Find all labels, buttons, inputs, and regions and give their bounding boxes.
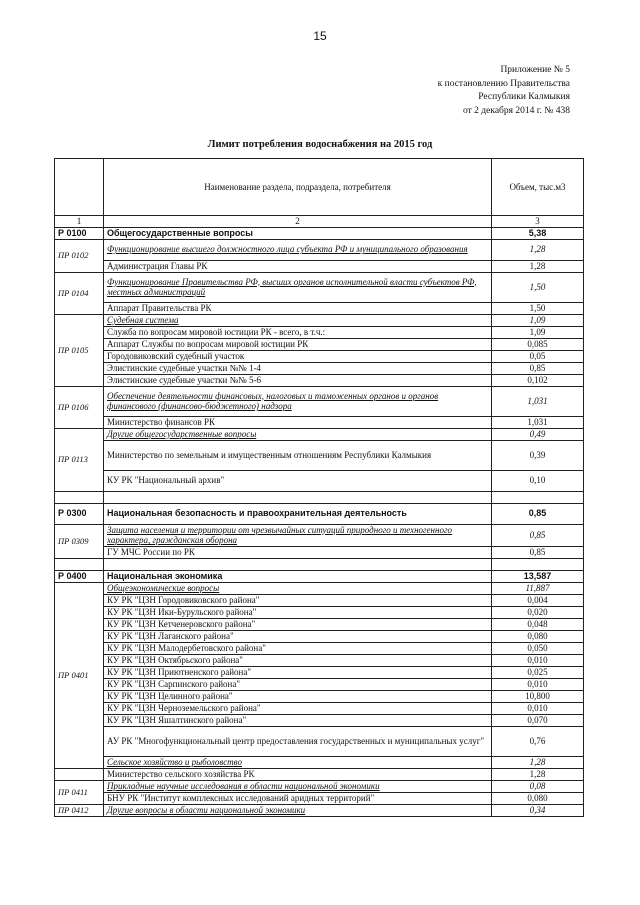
header-code-cell <box>55 159 104 216</box>
blank-cell <box>492 491 584 503</box>
row-value: 0,080 <box>492 792 584 804</box>
row-value: 1,031 <box>492 416 584 428</box>
row-name: КУ РК "ЦЗН Яшалтинского района" <box>104 714 492 726</box>
row-value: 0,76 <box>492 726 584 756</box>
row-name: Прикладные научные исследования в области национальной экономики <box>104 780 492 792</box>
row-value: 5,38 <box>492 227 584 239</box>
row-value: 0,080 <box>492 630 584 642</box>
row-name: Министерство финансов РК <box>104 416 492 428</box>
row-value: 0,10 <box>492 470 584 491</box>
table-row <box>55 524 584 546</box>
table-row <box>55 503 584 524</box>
table-row <box>55 714 584 726</box>
appendix-line-3: Республики Калмыкия <box>478 92 570 103</box>
document-title: Лимит потребления водоснабжения на 2015 год <box>207 139 433 150</box>
appendix-line-4: от 2 декабря 2014 г. № 438 <box>463 105 570 116</box>
row-value: 0,025 <box>492 666 584 678</box>
page-number: 15 <box>313 29 327 43</box>
blank-cell <box>104 558 492 570</box>
row-name: КУ РК "ЦЗН Приютненского района" <box>104 666 492 678</box>
table-row <box>55 768 584 780</box>
row-value: 0,85 <box>492 503 584 524</box>
row-value: 10,800 <box>492 690 584 702</box>
table-row <box>55 642 584 654</box>
row-name: КУ РК "ЦЗН Городовиковского района" <box>104 594 492 606</box>
blank-cell <box>492 558 584 570</box>
row-value: 0,085 <box>492 338 584 350</box>
row-value: 1,28 <box>492 239 584 260</box>
table-row <box>55 756 584 768</box>
table-row <box>55 314 584 326</box>
row-name: КУ РК "ЦЗН Ики-Бурульского района" <box>104 606 492 618</box>
table-row <box>55 690 584 702</box>
row-code: ПР 0102 <box>55 239 104 272</box>
column-number-1: 1 <box>55 216 104 228</box>
row-name: КУ РК "ЦЗН Целинного района" <box>104 690 492 702</box>
table-row <box>55 780 584 792</box>
table-header-row <box>55 159 584 216</box>
row-value: 0,010 <box>492 702 584 714</box>
row-name: Министерство по земельным и имущественным отношениям Республики Калмыкия <box>104 440 492 470</box>
table-row <box>55 362 584 374</box>
row-value: 0,34 <box>492 804 584 816</box>
row-name: КУ РК "ЦЗН Сарпинского района" <box>104 678 492 690</box>
row-value: 0,85 <box>492 362 584 374</box>
row-code: ПР 0113 <box>55 428 104 491</box>
row-value: 0,010 <box>492 654 584 666</box>
table-row <box>55 260 584 272</box>
table-row <box>55 302 584 314</box>
row-value: 0,39 <box>492 440 584 470</box>
row-value: 1,09 <box>492 326 584 338</box>
row-name: Судебная система <box>104 314 492 326</box>
table-row <box>55 678 584 690</box>
blank-cell <box>55 491 104 503</box>
row-name: КУ РК "ЦЗН Кетченеровского района" <box>104 618 492 630</box>
row-value: 1,50 <box>492 272 584 302</box>
table-row <box>55 582 584 594</box>
row-value: 1,28 <box>492 768 584 780</box>
column-number-3: 3 <box>492 216 584 228</box>
row-name: КУ РК "Национальный архив" <box>104 470 492 491</box>
row-code: Р 0400 <box>55 570 104 582</box>
row-value: 0,048 <box>492 618 584 630</box>
row-value: 1,28 <box>492 260 584 272</box>
table-row <box>55 702 584 714</box>
row-name: АУ РК "Многофункциональный центр предоставления государственных и муниципальных услуг" <box>104 726 492 756</box>
table-row <box>55 374 584 386</box>
table-row <box>55 428 584 440</box>
table-row <box>55 350 584 362</box>
row-name: Аппарат Правительства РК <box>104 302 492 314</box>
row-value: 0,85 <box>492 546 584 558</box>
row-name: КУ РК "ЦЗН Малодербетовского района" <box>104 642 492 654</box>
row-code: ПР 0412 <box>55 804 104 816</box>
appendix-line-2: к постановлению Правительства <box>437 78 570 89</box>
blank-cell <box>104 491 492 503</box>
table-row <box>55 470 584 491</box>
row-code: ПР 0104 <box>55 272 104 314</box>
row-code: ПР 0411 <box>55 780 104 804</box>
table-row <box>55 546 584 558</box>
table-row <box>55 272 584 302</box>
row-value: 0,102 <box>492 374 584 386</box>
table-row <box>55 630 584 642</box>
row-code: Р 0100 <box>55 227 104 239</box>
row-value: 0,08 <box>492 780 584 792</box>
row-name: Национальная безопасность и правоохранительная деятельность <box>104 503 492 524</box>
water-limits-table <box>54 158 584 817</box>
column-number-2: 2 <box>104 216 492 228</box>
table-row <box>55 606 584 618</box>
table-row <box>55 594 584 606</box>
table-row <box>55 792 584 804</box>
blank-row <box>55 558 584 570</box>
row-name: Министерство сельского хозяйства РК <box>104 768 492 780</box>
row-value: 1,28 <box>492 756 584 768</box>
row-value: 0,85 <box>492 524 584 546</box>
table-row <box>55 440 584 470</box>
row-name: Функционирование Правительства РФ, высших органов исполнительной власти субъектов РФ, местных администраций <box>104 272 492 302</box>
row-value: 0,004 <box>492 594 584 606</box>
table-row <box>55 227 584 239</box>
table-row <box>55 416 584 428</box>
table-row <box>55 338 584 350</box>
table-row <box>55 666 584 678</box>
header-name-cell: Наименование раздела, подраздела, потребителя <box>104 159 492 216</box>
row-code <box>55 768 104 780</box>
row-name: Служба по вопросам мировой юстиции РК - всего, в т.ч.: <box>104 326 492 338</box>
row-value: 13,587 <box>492 570 584 582</box>
table-row <box>55 804 584 816</box>
row-value: 0,49 <box>492 428 584 440</box>
row-code: ПР 0309 <box>55 524 104 558</box>
table-row <box>55 654 584 666</box>
row-code: ПР 0106 <box>55 386 104 428</box>
row-name: Другие вопросы в области национальной экономики <box>104 804 492 816</box>
blank-row <box>55 491 584 503</box>
column-number-row <box>55 216 584 228</box>
row-name: Общегосударственные вопросы <box>104 227 492 239</box>
row-name: Другие общегосударственные вопросы <box>104 428 492 440</box>
row-name: КУ РК "ЦЗН Черноземельского района" <box>104 702 492 714</box>
row-value: 1,50 <box>492 302 584 314</box>
table-row <box>55 239 584 260</box>
table-row <box>55 386 584 416</box>
row-name: ГУ МЧС России по РК <box>104 546 492 558</box>
row-name: Городовиковский судебный участок <box>104 350 492 362</box>
row-name: Общеэкономические вопросы <box>104 582 492 594</box>
table-row <box>55 326 584 338</box>
row-code: Р 0300 <box>55 503 104 524</box>
table-body <box>55 227 584 816</box>
row-value: 11,887 <box>492 582 584 594</box>
row-name: Национальная экономика <box>104 570 492 582</box>
row-value: 0,050 <box>492 642 584 654</box>
table-row <box>55 726 584 756</box>
row-name: Обеспечение деятельности финансовых, налоговых и таможенных органов и органов финансового (финансово-бюджетного) надзора <box>104 386 492 416</box>
row-value: 0,070 <box>492 714 584 726</box>
row-name: Сельское хозяйство и рыболовство <box>104 756 492 768</box>
row-name: БНУ РК "Институт комплексных исследований аридных территорий" <box>104 792 492 804</box>
row-value: 1,031 <box>492 386 584 416</box>
row-name: Функционирование высшего должностного лица субъекта РФ и муниципального образования <box>104 239 492 260</box>
row-code: ПР 0105 <box>55 314 104 386</box>
row-code: ПР 0401 <box>55 582 104 768</box>
table-row <box>55 570 584 582</box>
row-name: Аппарат Службы по вопросам мировой юстиции РК <box>104 338 492 350</box>
row-name: Защита населения и территории от чрезвычайных ситуаций природного и техногенного характера, гражданская оборона <box>104 524 492 546</box>
row-name: КУ РК "ЦЗН Лаганского района" <box>104 630 492 642</box>
blank-cell <box>55 558 104 570</box>
row-name: Администрация Главы РК <box>104 260 492 272</box>
row-value: 0,05 <box>492 350 584 362</box>
header-value-cell: Объем, тыс.м3 <box>492 159 584 216</box>
appendix-block <box>438 64 570 118</box>
row-value: 0,020 <box>492 606 584 618</box>
row-value: 0,010 <box>492 678 584 690</box>
table-row <box>55 618 584 630</box>
row-value: 1,09 <box>492 314 584 326</box>
row-name: Элистинские судебные участки №№ 1-4 <box>104 362 492 374</box>
appendix-line-1: Приложение № 5 <box>500 65 570 75</box>
row-name: Элистинские судебные участки №№ 5-6 <box>104 374 492 386</box>
row-name: КУ РК "ЦЗН Октябрьского района" <box>104 654 492 666</box>
